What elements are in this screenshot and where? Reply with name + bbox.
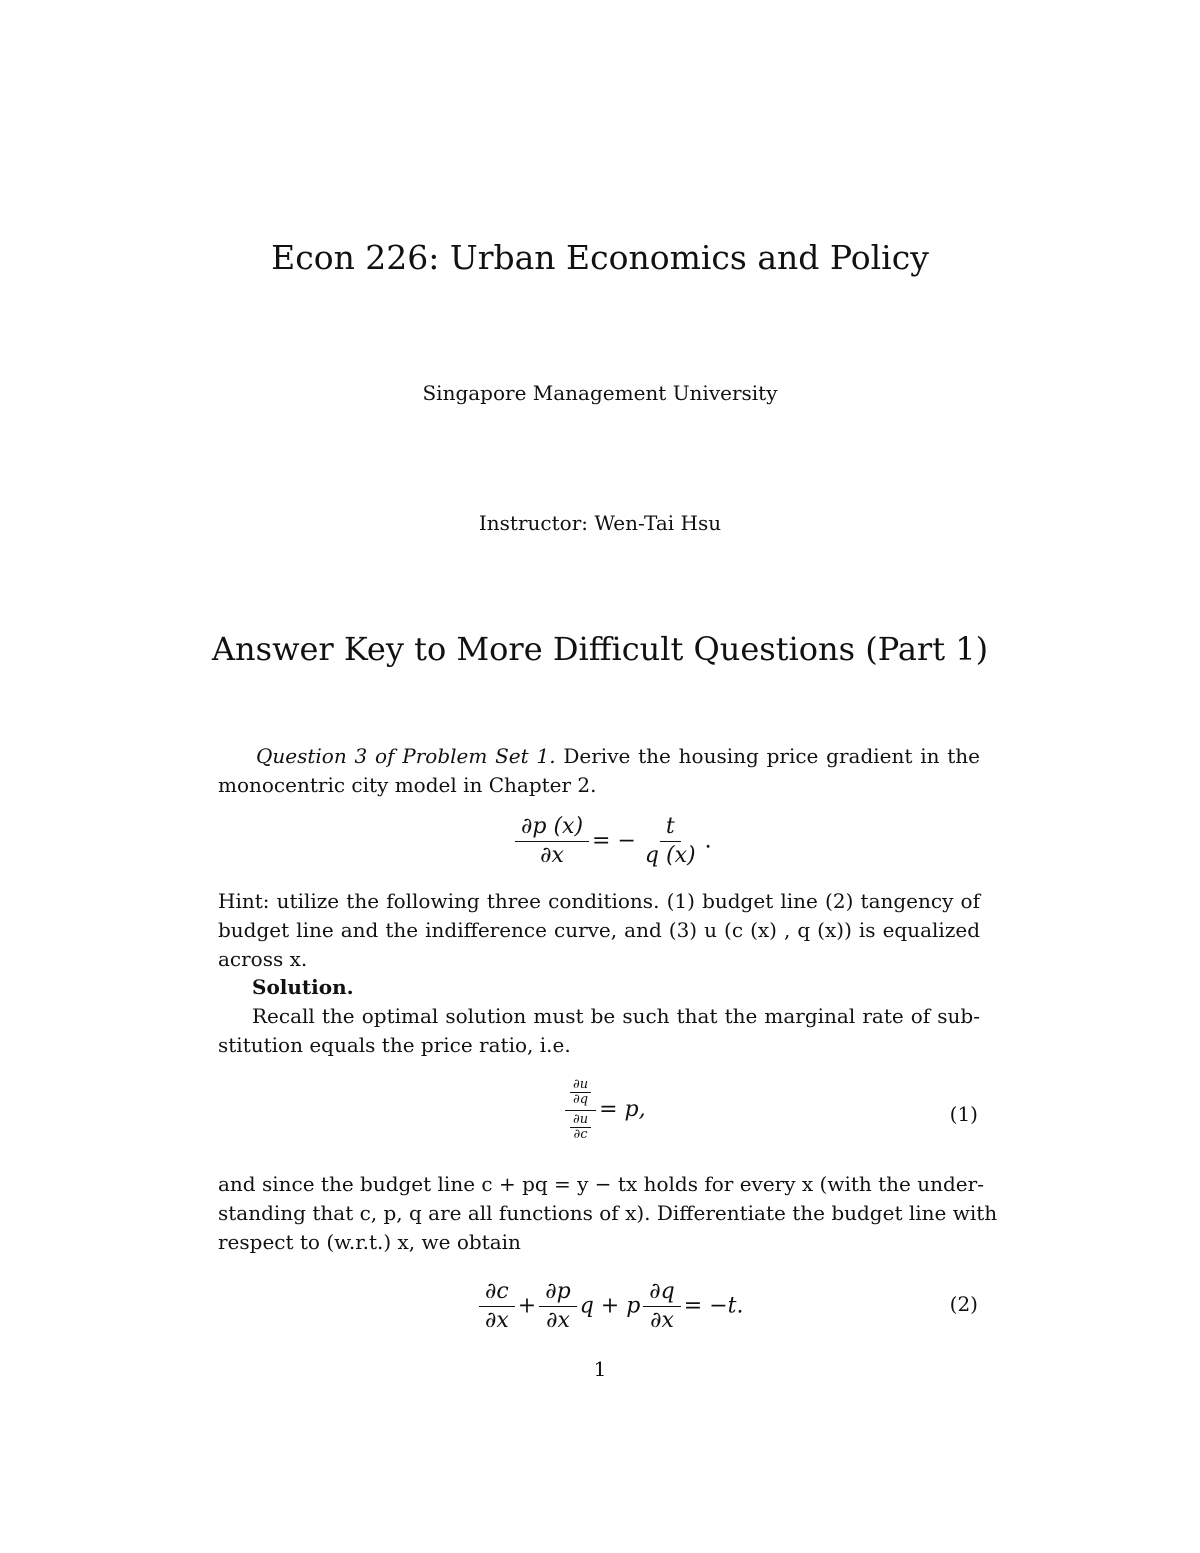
course-title: Econ 226: Urban Economics and Policy bbox=[271, 238, 929, 277]
solution2-line-3: respect to (w.r.t.) x, we obtain bbox=[218, 1230, 521, 1254]
question-paragraph bbox=[218, 742, 980, 800]
question-text-1: Derive the housing price gradient in the bbox=[563, 744, 981, 768]
solution-block bbox=[218, 973, 980, 1060]
dq-dx-fraction: $\frac{\partial q}{\partial x}$ bbox=[643, 1280, 680, 1333]
hint-paragraph bbox=[218, 887, 980, 974]
dp-dx-fraction: $\frac{\partial p}{\partial x}$ bbox=[539, 1280, 576, 1333]
hint-line-2: budget line and the indifference curve, and (3) u (c (x) , q (x)) is equalized bbox=[218, 918, 980, 942]
dc-dx-fraction: $\frac{\partial c}{\partial x}$ bbox=[479, 1280, 515, 1333]
document-title: Answer Key to More Difficult Questions (Part 1) bbox=[211, 630, 989, 668]
lhs-fraction: $\frac{\partial p (x)}{\partial x}$ bbox=[515, 815, 589, 868]
question-line-2: monocentric city model in Chapter 2. bbox=[218, 773, 597, 797]
equation-2: $\frac{\partial c}{\partial x}$ + $\frac{\partial p}{\partial x}$ q + p $\frac{\partial q}{\partial x}$ = −t. bbox=[476, 1280, 743, 1333]
solution-heading: Solution. bbox=[252, 975, 354, 999]
solution2-line-2: standing that c, p, q are all functions of x). Differentiate the budget line with bbox=[218, 1201, 998, 1225]
equation-1: $\frac{\frac{\partial u}{\partial q}}{\frac{\partial u}{\partial c}}$ = p, bbox=[562, 1078, 646, 1142]
solution-line-2: stitution equals the price ratio, i.e. bbox=[218, 1033, 571, 1057]
question-label: Question 3 of Problem Set 1. bbox=[256, 744, 556, 768]
equation-1-number: (1) bbox=[949, 1102, 978, 1126]
university-name: Singapore Management University bbox=[422, 381, 778, 405]
equation-2-number: (2) bbox=[949, 1292, 978, 1316]
page-number: 1 bbox=[593, 1357, 607, 1381]
instructor-name: Instructor: Wen-Tai Hsu bbox=[478, 511, 722, 535]
solution-paragraph-2 bbox=[218, 1170, 998, 1257]
question-line-1 bbox=[218, 742, 980, 771]
solution-line-1: Recall the optimal solution must be such that the marginal rate of sub- bbox=[252, 1004, 980, 1028]
hint-line-3: across x. bbox=[218, 947, 308, 971]
solution2-line-1: and since the budget line c + pq = y − tx holds for every x (with the under- bbox=[218, 1172, 984, 1196]
main-equation: $\frac{\partial p (x)}{\partial x}$ = − $\frac{t}{q (x)}$ . bbox=[512, 815, 712, 868]
rhs-fraction: $\frac{t}{q (x)}$ bbox=[644, 814, 696, 869]
hint-line-1: Hint: utilize the following three conditions. (1) budget line (2) tangency of bbox=[218, 889, 980, 913]
mrs-fraction: $\frac{\frac{\partial u}{\partial q}}{\frac{\partial u}{\partial c}}$ bbox=[565, 1078, 596, 1142]
